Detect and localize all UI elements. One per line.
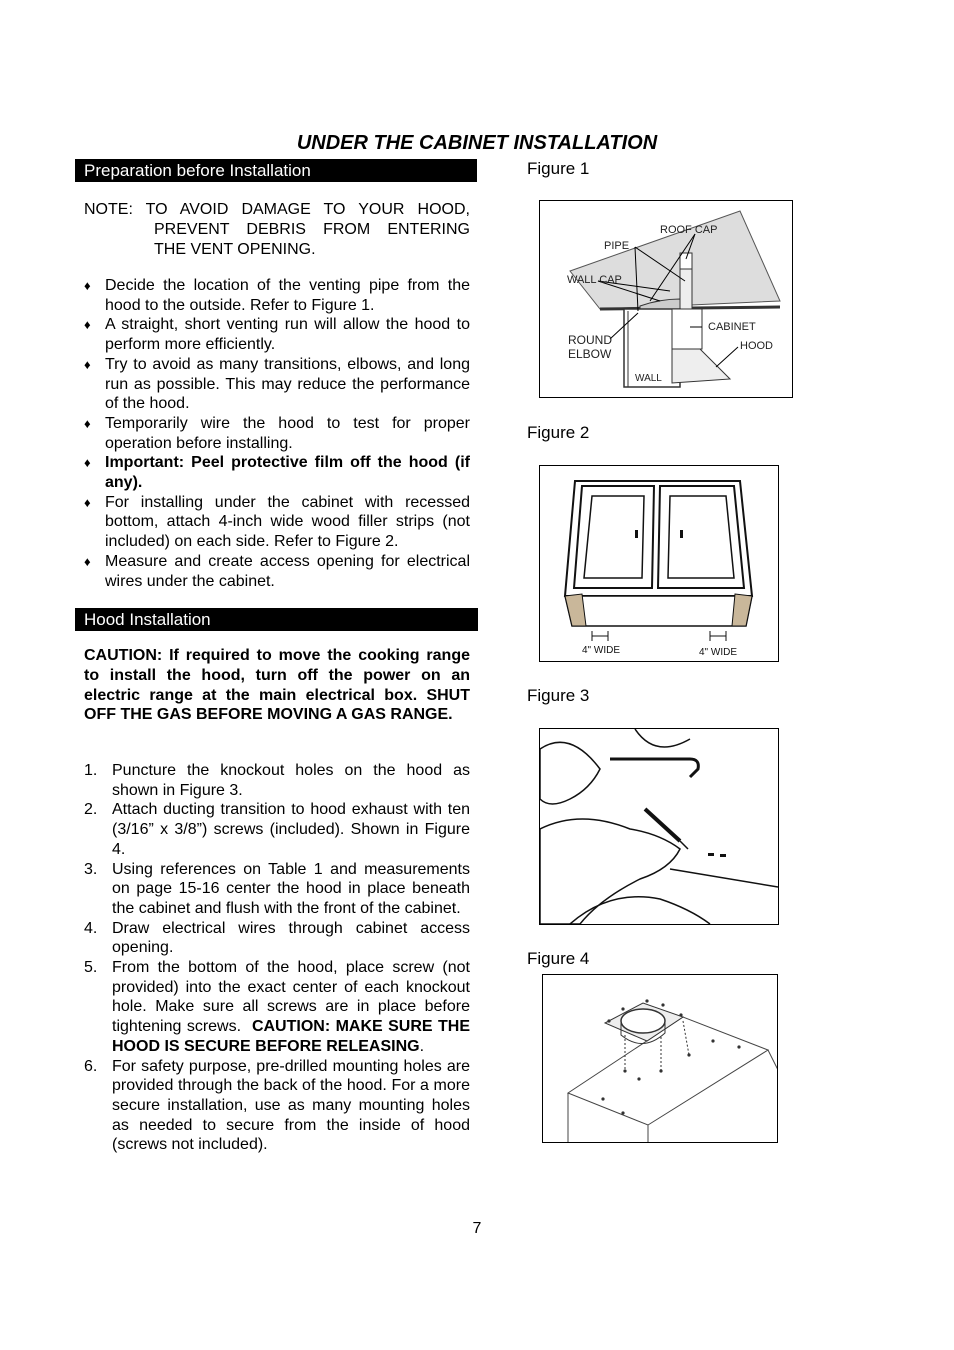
step-number: 4. bbox=[84, 919, 98, 937]
figure-2-label: Figure 2 bbox=[527, 423, 590, 442]
page-title: UNDER THE CABINET INSTALLATION bbox=[296, 132, 658, 154]
step-caution: CAUTION: MAKE SURE THE HOOD IS SECURE BEFORE RELEASING bbox=[112, 1018, 471, 1055]
step-text-tail: . bbox=[419, 1037, 425, 1055]
figure-3-label: Figure 3 bbox=[527, 686, 590, 705]
note-line: THE VENT OPENING. bbox=[154, 240, 316, 258]
bullet-item: ♦ Measure and create access opening for electrical wires under the cabinet. bbox=[84, 552, 470, 591]
step-text: Draw electrical wires through cabinet access opening. bbox=[112, 919, 470, 957]
callout-round: ROUND bbox=[568, 333, 612, 347]
note-line: PREVENT DEBRIS FROM ENTERING bbox=[154, 220, 470, 238]
figure-2-cabinet-diagram bbox=[539, 465, 779, 662]
callout-pipe: PIPE bbox=[604, 240, 630, 252]
callout-cabinet: CABINET bbox=[708, 321, 756, 333]
note-line: NOTE: TO AVOID DAMAGE TO YOUR HOOD, bbox=[84, 201, 470, 218]
step-text: Attach ducting transition to hood exhaust with ten (3/16” x 3/8”) screws (included). Shown in Figure 4. bbox=[112, 801, 470, 858]
bullet-item: ♦ For installing under the cabinet with recessed bottom, attach 4-inch wide wood filler strips (not included) on each side. Refer to Figure 2. bbox=[84, 493, 470, 552]
step-item bbox=[84, 761, 470, 800]
bullet-item: ♦ Temporarily wire the hood to test for proper operation before installing. bbox=[84, 414, 470, 453]
note-text bbox=[84, 200, 470, 259]
step-number: 1. bbox=[84, 762, 98, 779]
step-item bbox=[84, 1057, 470, 1156]
step-item bbox=[84, 860, 470, 919]
step-text: Puncture the knockout holes on the hood as shown in Figure 3. bbox=[112, 762, 470, 799]
step-number: 5. bbox=[84, 959, 98, 977]
page-number: 7 bbox=[472, 1220, 482, 1237]
figure-4-transition-diagram bbox=[542, 974, 778, 1143]
preparation-bullet-list bbox=[84, 276, 470, 591]
step-number: 6. bbox=[84, 1057, 98, 1075]
callout-left-width: 4" WIDE bbox=[582, 645, 620, 656]
step-item bbox=[84, 800, 470, 859]
step-number: 3. bbox=[84, 860, 98, 878]
bullet-item-important: ♦ Important: Peel protective film off the hood (if any). bbox=[84, 453, 470, 492]
bullet-item: ♦ Decide the location of the venting pipe from the hood to the outside. Refer to Figure 1. bbox=[84, 276, 470, 315]
section-heading-preparation: Preparation before Installation bbox=[75, 159, 477, 182]
step-text: Using references on Table 1 and measurements on page 15-16 center the hood in place beneath the cabinet and flush with the front of the cabinet. bbox=[112, 860, 470, 917]
section-heading-hood-installation: Hood Installation bbox=[75, 608, 478, 631]
bullet-item: ♦ A straight, short venting run will allow the hood to perform more efficiently. bbox=[84, 315, 470, 354]
bullet-item: ♦ Try to avoid as many transitions, elbows, and long run as possible. This may reduce the performance of the hood. bbox=[84, 355, 470, 414]
step-text: For safety purpose, pre-drilled mounting holes are provided through the back of the hood. For a more secure installation, use as many mounting holes as needed to secure from the inside of hood (screws not included). bbox=[112, 1057, 470, 1154]
callout-hood: HOOD bbox=[740, 340, 773, 352]
figure-3-knockout-illustration bbox=[539, 728, 779, 925]
callout-wall-cap: WALL CAP bbox=[567, 274, 622, 286]
installation-steps bbox=[84, 761, 470, 1155]
caution-text: CAUTION: If required to move the cooking range to install the hood, turn off the power on an electric range at the main electrical box. SHUT OFF THE GAS BEFORE MOVING A GAS RANGE. bbox=[84, 647, 470, 724]
step-number: 2. bbox=[84, 801, 98, 819]
callout-right-width: 4" WIDE bbox=[699, 647, 737, 658]
callout-wall: WALL bbox=[635, 373, 662, 384]
callout-roof-cap: ROOF CAP bbox=[660, 224, 718, 236]
step-item bbox=[84, 919, 470, 958]
step-text: From the bottom of the hood, place screw (not provided) into the exact center of each knockout hole. Make sure all screws are in place before tightening screws. bbox=[112, 959, 470, 1036]
callout-elbow: ELBOW bbox=[568, 347, 612, 361]
figure-1-venting-diagram bbox=[539, 200, 793, 398]
step-item bbox=[84, 958, 470, 1057]
figure-4-label: Figure 4 bbox=[527, 949, 590, 968]
figure-1-label: Figure 1 bbox=[527, 159, 590, 178]
